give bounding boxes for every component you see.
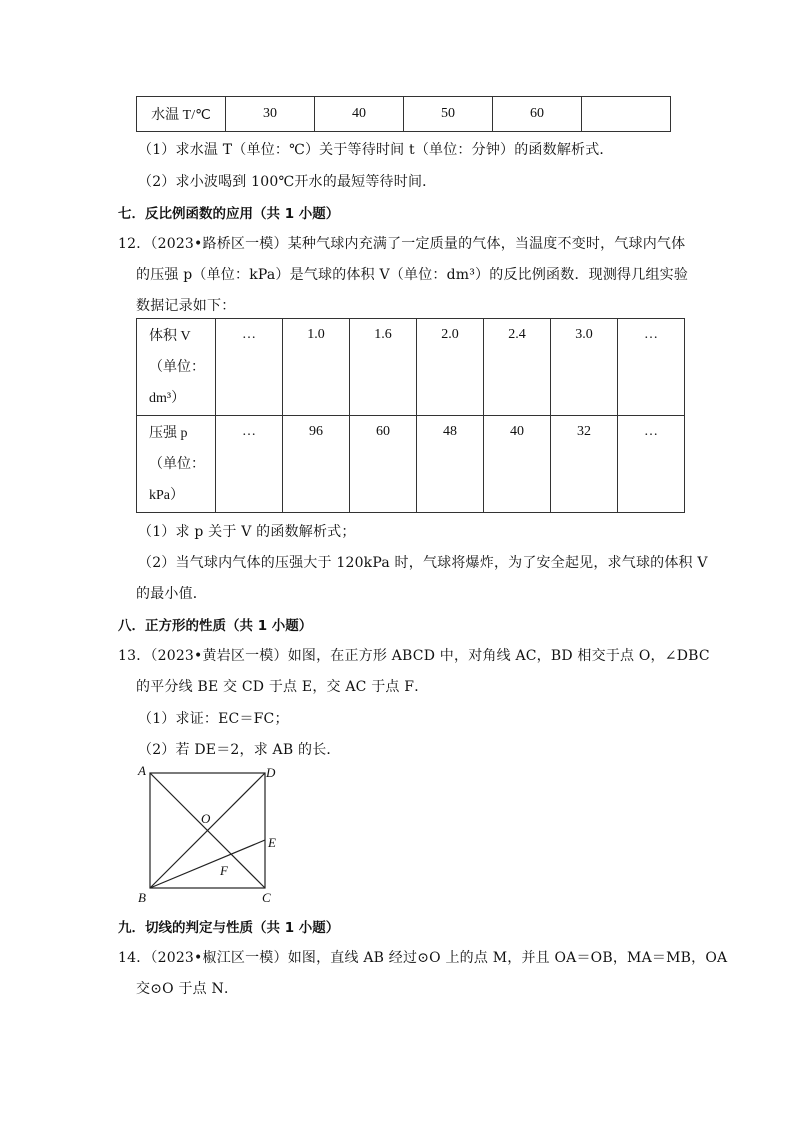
table-cell: … bbox=[618, 416, 685, 513]
bisector-be bbox=[150, 840, 265, 888]
table-cell: 1.0 bbox=[283, 319, 350, 416]
label-c: C bbox=[262, 890, 271, 905]
label-b: B bbox=[138, 890, 146, 905]
table-row bbox=[137, 97, 671, 132]
table-cell: 60 bbox=[493, 97, 582, 132]
table-cell: 60 bbox=[350, 416, 417, 513]
table-cell: 48 bbox=[417, 416, 484, 513]
table-row bbox=[137, 319, 685, 416]
row-label-volume-line: 体积 V bbox=[149, 329, 191, 344]
q14-line1: 14．（2023•椒江区一模）如图，直线 AB 经过⊙O 上的点 M，并且 OA＝OB，MA＝MB，OA bbox=[118, 950, 728, 966]
q12-part2-line2: 的最小值． bbox=[136, 586, 207, 602]
table-cell bbox=[582, 97, 671, 132]
table-row bbox=[137, 416, 685, 513]
q12-part2-line1: （2）当气球内气体的压强大于 120kPa 时，气球将爆炸，为了安全起见，求气球的体积 V bbox=[138, 555, 708, 571]
label-f: F bbox=[220, 863, 228, 878]
row-label-pressure-line: （单位： bbox=[149, 457, 205, 472]
table-cell: … bbox=[216, 416, 283, 513]
table-cell: 32 bbox=[551, 416, 618, 513]
q12-part1: （1）求 p 关于 V 的函数解析式； bbox=[138, 524, 356, 540]
section-heading-9: 九．切线的判定与性质（共 1 小题） bbox=[118, 920, 340, 936]
volume-pressure-table bbox=[136, 318, 685, 513]
row-label-volume-line: dm³） bbox=[149, 391, 186, 406]
table-cell: 2.4 bbox=[484, 319, 551, 416]
table-cell: … bbox=[216, 319, 283, 416]
q11-part2: （2）求小波喝到 100℃开水的最短等待时间． bbox=[138, 174, 437, 190]
row-label-volume-line: （单位： bbox=[149, 360, 205, 375]
table-cell: 3.0 bbox=[551, 319, 618, 416]
table-cell: 50 bbox=[404, 97, 493, 132]
diagonal-bd bbox=[150, 773, 265, 888]
q13-part1: （1）求证：EC＝FC； bbox=[138, 711, 289, 727]
table-cell: … bbox=[618, 319, 685, 416]
section-heading-7: 七．反比例函数的应用（共 1 小题） bbox=[118, 206, 340, 222]
square-abcd bbox=[150, 773, 265, 888]
q11-part1: （1）求水温 T（单位：℃）关于等待时间 t（单位：分钟）的函数解析式． bbox=[138, 142, 614, 158]
row-label-pressure-line: kPa） bbox=[149, 488, 184, 503]
q13-line2: 的平分线 BE 交 CD 于点 E，交 AC 于点 F． bbox=[136, 679, 429, 695]
table-cell: 40 bbox=[315, 97, 404, 132]
label-e: E bbox=[268, 835, 276, 850]
row-label-volume bbox=[137, 319, 216, 416]
q12-line2: 的压强 p（单位：kPa）是气球的体积 V（单位：dm³）的反比例函数．现测得几组实验 bbox=[136, 267, 689, 283]
label-a: A bbox=[138, 763, 146, 778]
diagonal-ac bbox=[150, 773, 265, 888]
table-cell: 30 bbox=[226, 97, 315, 132]
label-o: O bbox=[201, 811, 211, 826]
row-label-water-temp: 水温 T/℃ bbox=[137, 97, 226, 132]
table-cell: 40 bbox=[484, 416, 551, 513]
row-label-pressure bbox=[137, 416, 216, 513]
table-cell: 1.6 bbox=[350, 319, 417, 416]
q13-line1: 13．（2023•黄岩区一模）如图，在正方形 ABCD 中，对角线 AC，BD 相交于点 O，∠DBC bbox=[118, 648, 710, 664]
table-cell: 96 bbox=[283, 416, 350, 513]
section-heading-8: 八．正方形的性质（共 1 小题） bbox=[118, 618, 313, 634]
row-label-pressure-line: 压强 p bbox=[149, 426, 188, 441]
q13-part2: （2）若 DE＝2，求 AB 的长． bbox=[138, 742, 341, 758]
table-cell: 2.0 bbox=[417, 319, 484, 416]
q12-line1: 12．（2023•路桥区一模）某种气球内充满了一定质量的气体，当温度不变时，气球内气体 bbox=[118, 236, 686, 252]
q14-line2: 交⊙O 于点 N． bbox=[136, 981, 239, 997]
q12-line3: 数据记录如下： bbox=[136, 298, 236, 314]
water-temp-table bbox=[136, 96, 671, 132]
label-d: D bbox=[266, 765, 276, 780]
